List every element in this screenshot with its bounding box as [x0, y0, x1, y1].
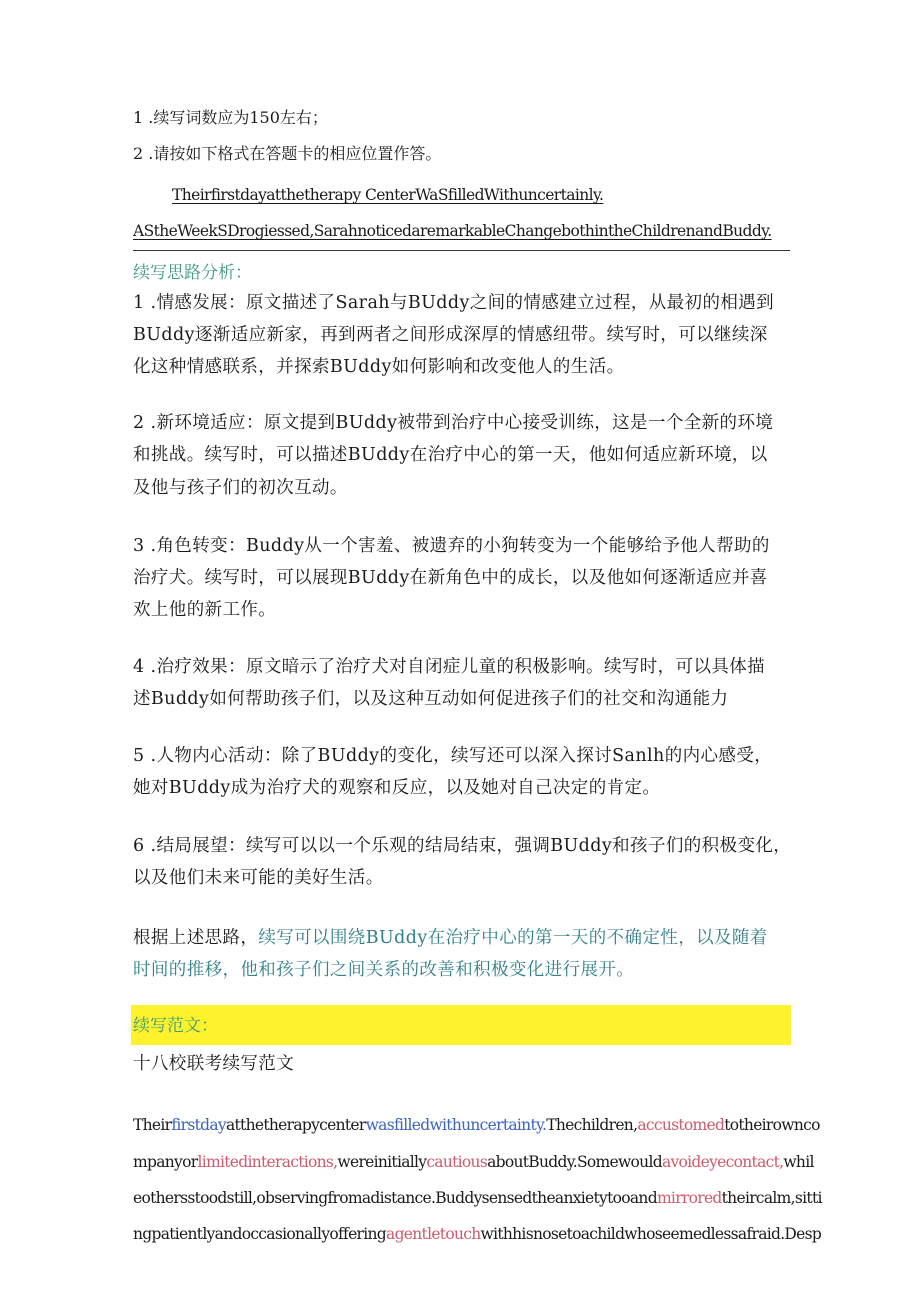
essay-text: whil: [783, 1153, 814, 1171]
point-5-line-1: 5 .人物内心活动：除了BUddy的变化，续写还可以深入探讨Sanlh的内心感受，: [133, 746, 773, 766]
essay-text: atthetherapycenter: [225, 1116, 366, 1134]
sample-heading-highlight: [131, 1005, 791, 1045]
sample-title: 十八校联考续写范文: [133, 1054, 295, 1074]
point-6-line-1: 6 .结局展望：续写可以以一个乐观的结局结束，强调BUddy和孩子们的积极变化，: [133, 836, 792, 856]
point-3-line-3: 欢上他的新工作。: [133, 600, 277, 620]
essay-text: wereinitially: [337, 1153, 427, 1171]
point-6-line-2: 以及他们未来可能的美好生活。: [133, 868, 384, 888]
summary-highlight-1: 续写可以围绕BUddy在治疗中心的第一天的不确定性，以及随着: [258, 928, 768, 948]
summary-line-1: [133, 927, 768, 949]
point-1-line-2: BUddy逐渐适应新家，再到两者之间形成深厚的情感纽带。续写时，可以继续深: [133, 325, 768, 345]
summary-line-2: 时间的推移，他和孩子们之间关系的改善和积极变化进行展开。: [133, 960, 635, 980]
answer-line-rule: [133, 250, 790, 251]
essay-text: theircalm,sitti: [721, 1189, 822, 1207]
requirement-2: 2 .请按如下格式在答题卡的相应位置作答。: [133, 144, 442, 163]
essay-text: eothersstoodstill,observingfromadistance.Buddysensedtheanxietytooand: [133, 1189, 657, 1207]
point-4-line-1: 4 .治疗效果：原文暗示了治疗犬对自闭症儿童的积极影响。续写时，可以具体描: [133, 657, 766, 677]
format-line-1: Theirfirstdayatthetherapy CenterWaSfilledWithuncertainly.: [172, 186, 604, 204]
analysis-heading: 续写思路分析：: [133, 263, 252, 283]
summary-prefix: 根据上述思路，: [133, 928, 259, 948]
point-2-line-3: 及他与孩子们的初次互动。: [133, 478, 348, 498]
essay-phrase-red: mirrored: [656, 1189, 722, 1207]
point-3-line-2: 治疗犬。续写时，可以展现BUddy在新角色中的成长，以及他如何逐渐适应并喜: [133, 568, 768, 588]
essay-phrase-red: agentletouch: [386, 1225, 481, 1243]
essay-text: aboutBuddy.Somewould: [487, 1153, 662, 1171]
essay-line-1: [133, 1114, 820, 1136]
essay-line-3: [133, 1187, 822, 1209]
point-1-line-1: 1 .情感发展：原文描述了Sarah与BUddy之间的情感建立过程，从最初的相遇到: [133, 293, 775, 313]
point-1-line-3: 化这种情感联系，并探索BUddy如何影响和改变他人的生活。: [133, 357, 625, 377]
point-3-line-1: 3 .角色转变：Buddy从一个害羞、被遗弃的小狗转变为一个能够给予他人帮助的: [133, 536, 770, 556]
requirement-1: 1 .续写词数应为150左右；: [133, 108, 328, 127]
essay-phrase-blue: wasfilledwithuncertainty.: [365, 1116, 547, 1134]
sample-heading: 续写范文：: [133, 1016, 218, 1036]
point-2-line-1: 2 .新环境适应：原文提到BUddy被带到治疗中心接受训练，这是一个全新的环境: [133, 413, 774, 433]
essay-phrase-red: limitedinteractions,: [197, 1153, 338, 1171]
point-2-line-2: 和挑战。续写时，可以描述BUddy在治疗中心的第一天，他如何适应新环境，以: [133, 445, 768, 465]
essay-line-4: [133, 1223, 821, 1245]
essay-text: Thechildren,: [546, 1116, 638, 1134]
essay-text: mpanyor: [133, 1153, 198, 1171]
point-4-line-2: 述Buddy如何帮助孩子们，以及这种互动如何促进孩子们的社交和沟通能力: [133, 689, 729, 709]
essay-phrase-blue: firstday: [171, 1116, 226, 1134]
essay-phrase-red: accustomed: [637, 1116, 725, 1134]
essay-text: Their: [133, 1116, 172, 1134]
point-5-line-2: 她对BUddy成为治疗犬的观察和反应，以及她对自己决定的肯定。: [133, 778, 661, 798]
essay-text: totheirownco: [724, 1116, 820, 1134]
essay-text: ngpatientlyandoccasionallyoffering: [133, 1225, 387, 1243]
essay-line-2: [133, 1151, 814, 1173]
essay-phrase-red: avoideyecontact,: [661, 1153, 784, 1171]
format-line-2-text: AStheWeekSDrogiessed,SarahnoticedaremarkableChangebothintheChildrenandBuddy.: [133, 222, 772, 240]
essay-phrase-red: cautious: [426, 1153, 488, 1171]
format-line-2: [133, 220, 772, 242]
essay-text: withhisnosetoachildwhoseemedlessafraid.Desp: [480, 1225, 822, 1243]
